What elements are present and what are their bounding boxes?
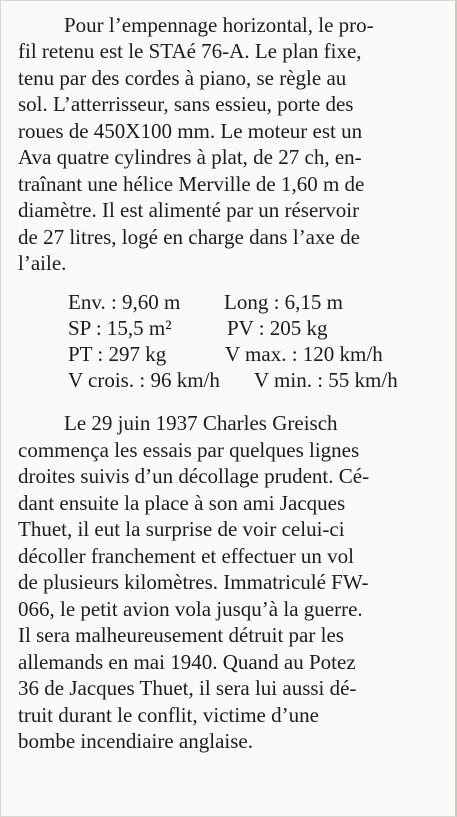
text-line: sol. L’atterrisseur, sans essieu, porte des <box>18 92 354 116</box>
spec-max-speed: V max. : 120 km/h <box>225 342 383 366</box>
spec-wing-area: SP : 15,5 m² <box>68 316 172 340</box>
spec-wingspan: Env. : 9,60 m <box>68 290 181 314</box>
text-line: l’aile. <box>18 251 67 275</box>
text-line: décoller franchement et effectuer un vol <box>18 544 355 568</box>
text-line: Il sera malheureusement détruit par les <box>18 623 344 647</box>
text-line: traînant une hélice Merville de 1,60 m de <box>18 172 365 196</box>
text-line: allemands en mai 1940. Quand au Potez <box>18 650 356 674</box>
text-line: droites suivis d’un décollage prudent. Cé- <box>18 464 370 488</box>
spec-total-weight: PT : 297 kg <box>68 342 167 366</box>
spec-cruise-speed: V crois. : 96 km/h <box>68 368 220 392</box>
spec-min-speed: V min. : 55 km/h <box>254 368 398 392</box>
text-line: de 27 litres, logé en charge dans l’axe de <box>18 225 360 249</box>
text-line: de plusieurs kilomètres. Immatriculé FW- <box>18 570 369 594</box>
text-line: commença les essais par quelques lignes <box>18 438 360 462</box>
text-line: dant ensuite la place à son ami Jacques <box>18 491 346 515</box>
text-line: fil retenu est le STAé 76-A. Le plan fixe, <box>18 39 362 63</box>
text-line: diamètre. Il est alimenté par un réservoir <box>18 198 360 222</box>
text-line: 066, le petit avion vola jusqu’à la guerre. <box>18 597 363 621</box>
text-line: truit durant le conflit, victime d’une <box>18 703 319 727</box>
spec-length: Long : 6,15 m <box>224 290 343 314</box>
text-line: Ava quatre cylindres à plat, de 27 ch, en- <box>18 145 362 169</box>
text-line: bombe incendiaire anglaise. <box>18 729 253 753</box>
text-line: roues de 450X100 mm. Le moteur est un <box>18 119 363 143</box>
text-line: tenu par des cordes à piano, se règle au <box>18 66 347 90</box>
text-line: Le 29 juin 1937 Charles Greisch <box>64 411 338 435</box>
text-line: Thuet, il eut la surprise de voir celui-ci <box>18 517 345 541</box>
text-line: 36 de Jacques Thuet, il sera lui aussi dé- <box>18 676 357 700</box>
spec-empty-weight: PV : 205 kg <box>227 316 328 340</box>
text-line: Pour l’empennage horizontal, le pro- <box>64 13 374 37</box>
